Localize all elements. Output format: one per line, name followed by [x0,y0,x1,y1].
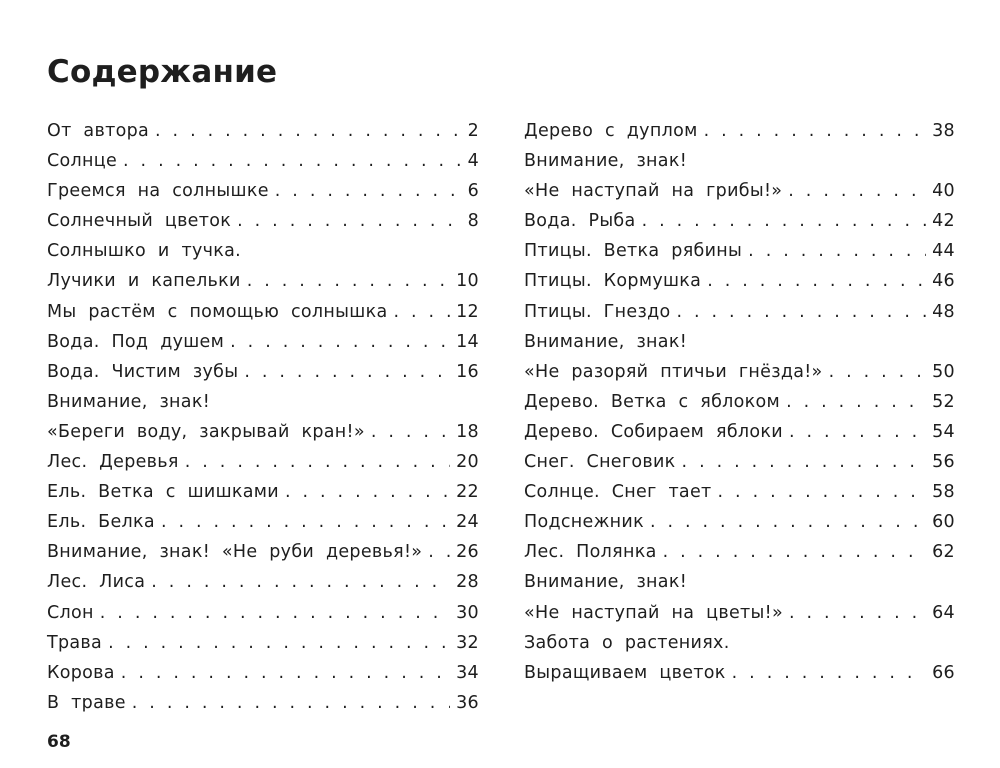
toc-entry [47,176,479,206]
toc-entry [47,387,479,417]
toc-entry [47,598,479,628]
toc-entry [47,327,479,357]
toc-entry-page: 16 [456,361,479,382]
page-number: 68 [47,732,71,752]
toc-entry [47,357,479,387]
toc-entry-page: 4 [467,151,479,172]
toc-entry-title: Солнце. Снег тает [524,482,712,503]
toc-entry-title: Солнце [47,151,118,172]
toc-entry [47,658,479,688]
toc-entry-page: 8 [467,211,479,232]
dot-leader [748,236,926,266]
toc-entry-page: 36 [456,692,479,713]
toc-entry [47,116,479,146]
dot-leader [132,688,450,718]
toc-entry-page: 32 [456,632,479,653]
toc-entry-title: Снег. Снеговик [524,452,676,473]
toc-entry-title: Дерево. Ветка с яблоком [524,391,781,412]
toc-entry [47,297,479,327]
toc-entry-page: 18 [456,421,479,442]
toc-entry-page: 44 [932,241,955,262]
dot-leader [121,658,450,688]
dot-leader [704,116,927,146]
dot-leader [371,417,450,447]
toc-entry [47,507,479,537]
dot-leader [108,628,450,658]
toc-entry-title: Подснежник [524,512,644,533]
toc-entry-page: 40 [932,181,955,202]
toc-entry-title: Ель. Белка [47,512,155,533]
toc-entry-page: 22 [456,482,479,503]
dot-leader [663,537,927,567]
toc-entry-title: «Не наступай на грибы!» [524,181,783,202]
toc-entry [524,658,955,688]
toc-entry-page: 34 [456,662,479,683]
toc-entry-title: Внимание, знак! [47,391,211,412]
toc-entry [524,537,955,567]
toc-entry [524,507,955,537]
toc-entry-page: 52 [932,391,955,412]
toc-entry [524,146,955,176]
toc-entry [524,477,955,507]
toc-entry [524,266,955,296]
dot-leader [161,507,450,537]
toc-entry [524,447,955,477]
dot-leader [732,658,926,688]
dot-leader [650,507,926,537]
toc-entry-title: Мы растём с помощью солнышка [47,301,388,322]
toc-entry-title: Выращиваем цветок [524,662,726,683]
toc-entry-title: Дерево с дуплом [524,121,698,141]
toc-entry-page: 14 [456,331,479,352]
toc-entry [524,567,955,597]
dot-leader [237,206,461,236]
dot-leader [789,598,926,628]
toc-entry-title: Внимание, знак! [524,572,688,593]
dot-leader [788,176,926,206]
toc-entry-title: От автора [47,121,150,141]
toc-entry-title: Дерево. Собираем яблоки [524,421,783,442]
toc-entry-page: 46 [932,271,955,292]
toc-entry-title: «Не разоряй птичьи гнёзда!» [524,361,823,382]
toc-entry-page: 58 [932,482,955,503]
dot-leader [786,387,926,417]
toc-entry-title: Лес. Лиса [47,572,146,593]
toc-entry-title: Птицы. Гнездо [524,301,671,322]
toc-entry-title: Лес. Деревья [47,452,179,473]
dot-leader [682,447,927,477]
dot-leader [789,417,926,447]
toc-entry-page: 42 [932,211,955,232]
dot-leader [185,447,450,477]
toc-entry [524,327,955,357]
toc-entry-page: 24 [456,512,479,533]
toc-entry-title: Внимание, знак! [524,331,688,352]
dot-leader [247,266,450,296]
toc-entry-title: Вода. Под душем [47,331,225,352]
toc-entry [47,447,479,477]
dot-leader [230,327,450,357]
dot-leader [829,357,927,387]
toc-entry-page: 50 [932,361,955,382]
toc-entry-page: 12 [456,301,479,322]
toc-entry-title: Лучики и капельки [47,271,241,292]
toc-entry-page: 60 [932,512,955,533]
toc-entry-title: Корова [47,662,115,683]
toc-entry [524,628,955,658]
dot-leader [285,477,450,507]
dot-leader [393,297,450,327]
toc-entry [47,146,479,176]
toc-left-column [47,116,479,718]
toc-entry [47,206,479,236]
toc-entry-page: 28 [456,572,479,593]
page-title: Содержание [47,54,278,90]
toc-entry [47,628,479,658]
toc-entry-title: Вода. Рыба [524,211,636,232]
toc-entry [47,417,479,447]
dot-leader [151,567,450,597]
toc-entry [47,266,479,296]
toc-entry-title: Внимание, знак! [524,151,688,172]
dot-leader [642,206,927,236]
toc-entry-page: 62 [932,542,955,563]
toc-entry-page: 38 [932,121,955,141]
toc-entry [47,567,479,597]
toc-entry-title: Греемся на солнышке [47,181,269,202]
toc-entry [524,206,955,236]
toc-entry-title: Слон [47,602,94,623]
toc-entry-page: 30 [456,602,479,623]
toc-entry [47,537,479,567]
toc-entry-page: 10 [456,271,479,292]
dot-leader [100,598,450,628]
toc-entry-title: Лес. Полянка [524,542,657,563]
dot-leader [718,477,927,507]
dot-leader [428,537,450,567]
toc-entry-title: Птицы. Ветка рябины [524,241,743,262]
toc-entry [524,417,955,447]
toc-entry [524,297,955,327]
toc-entry [524,357,955,387]
toc-entry-page: 20 [456,452,479,473]
toc-entry-title: «Не наступай на цветы!» [524,602,783,623]
toc-entry-page: 64 [932,602,955,623]
toc-entry-page: 2 [467,121,479,141]
toc-entry-page: 66 [932,662,955,683]
toc-entry [47,236,479,266]
toc-entry-title: Солнечный цветок [47,211,232,232]
toc-entry-title: Забота о растениях. [524,632,730,653]
dot-leader [155,116,462,146]
toc-entry-page: 48 [932,301,955,322]
toc-entry-title: Птицы. Кормушка [524,271,702,292]
dot-leader [275,176,462,206]
toc-entry-page: 26 [456,542,479,563]
toc-entry [524,176,955,206]
dot-leader [123,146,462,176]
toc-entry-title: Вода. Чистим зубы [47,361,239,382]
toc-entry [524,236,955,266]
toc-entry-page: 54 [932,421,955,442]
toc-entry [524,116,955,146]
toc-entry [524,598,955,628]
toc-entry-title: Солнышко и тучка. [47,241,242,262]
toc-entry-title: Трава [47,632,103,653]
dot-leader [244,357,450,387]
toc-entry-title: Внимание, знак! «Не руби деревья!» [47,542,423,563]
toc-entry-title: «Береги воду, закрывай кран!» [47,421,365,442]
toc-entry-page: 56 [932,452,955,473]
toc-right-column [524,116,955,688]
dot-leader [676,297,926,327]
toc-entry-title: В траве [47,692,126,713]
toc-entry-page: 6 [467,181,479,202]
toc-entry-title: Ель. Ветка с шишками [47,482,279,503]
toc-entry [524,387,955,417]
toc-entry [47,477,479,507]
dot-leader [707,266,926,296]
toc-entry [47,688,479,718]
